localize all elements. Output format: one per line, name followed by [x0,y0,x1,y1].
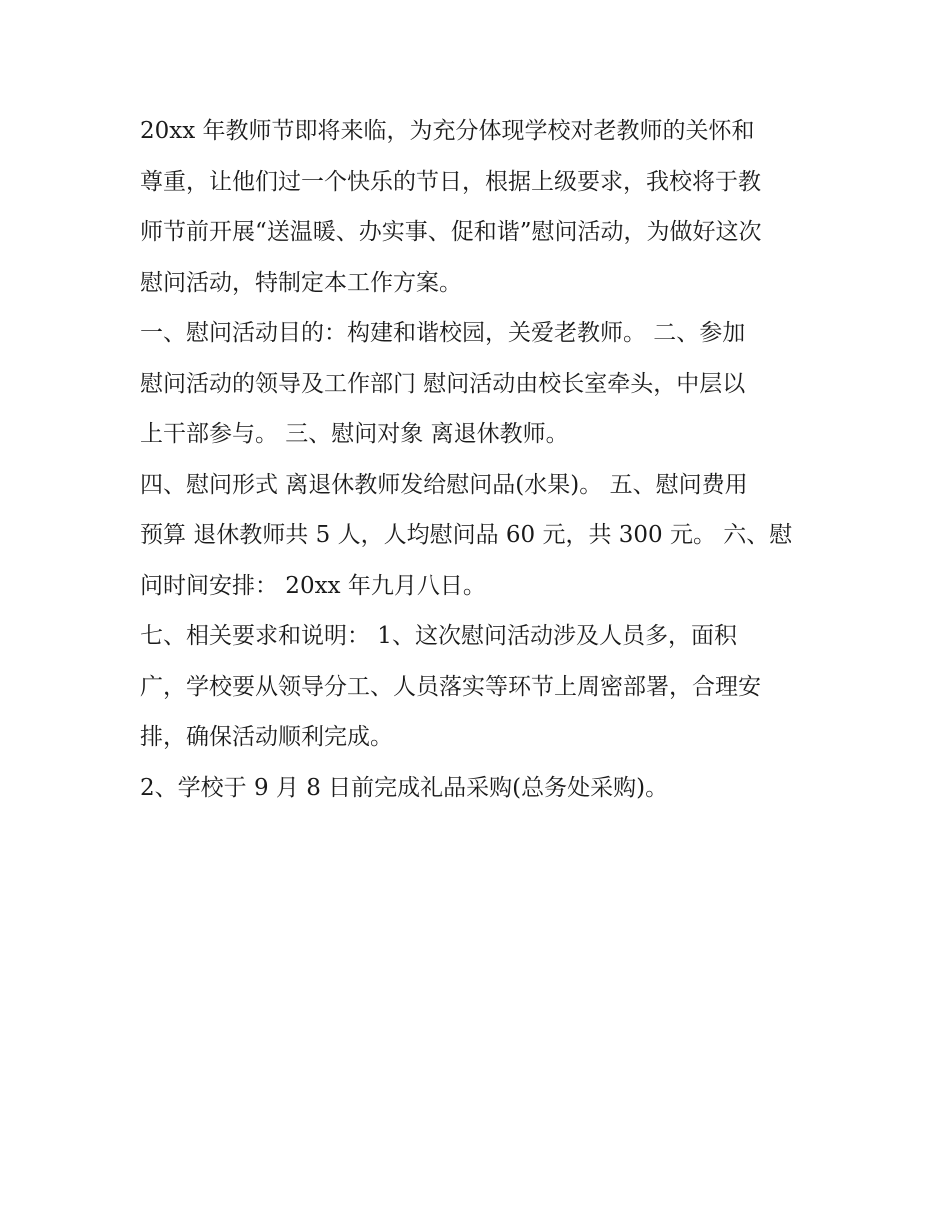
text-line: 广，学校要从领导分工、人员落实等环节上周密部署，合理安 [140,673,761,700]
text-line: 七、相关要求和说明： 1、这次慰问活动涉及人员多，面积 [140,623,737,649]
text-line: 四、慰问形式 离退休教师发给慰问品(水果)。 五、慰问费用 [140,471,748,498]
text-line: 师节前开展“送温暖、办实事、促和谐”慰问活动，为做好这次 [140,219,762,245]
text-line: 慰问活动，特制定本工作方案。 [140,269,462,296]
document-body [140,106,820,813]
text-line: 尊重，让他们过一个快乐的节日，根据上级要求，我校将于教 [140,168,761,195]
text-line: 排，确保活动顺利完成。 [140,724,393,750]
text-line: 预算 退休教师共 5 人，人均慰问品 60 元，共 300 元。 六、慰 [140,522,793,548]
text-line: 2、学校于 9 月 8 日前完成礼品采购(总务处采购)。 [140,774,669,801]
text-line: 慰问活动的领导及工作部门 慰问活动由校长室牵头，中层以 [140,370,746,397]
text-line: 20xx 年教师节即将来临，为充分体现学校对老教师的关怀和 [140,118,755,144]
text-line: 上干部参与。 三、慰问对象 离退休教师。 [140,421,569,447]
text-line: 一、慰问活动目的：构建和谐校园，关爱老教师。 二、参加 [140,320,746,346]
text-line: 问时间安排： 20xx 年九月八日。 [140,572,486,599]
